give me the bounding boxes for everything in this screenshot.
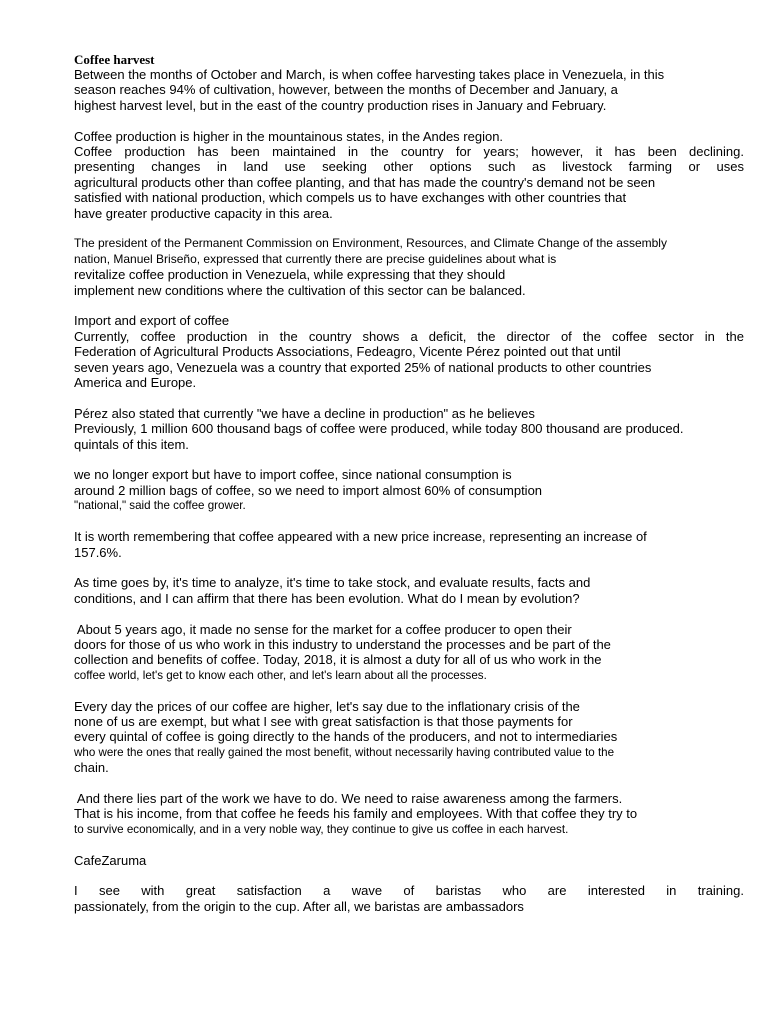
text-line: around 2 million bags of coffee, so we need to import almost 60% of consumption <box>74 482 543 498</box>
text-line: satisfied with national production, which compels us to have exchanges with other countries that <box>74 190 627 206</box>
text-line: America and Europe. <box>74 375 197 391</box>
text-line: That is his income, from that coffee he feeds his family and employees. With that coffee they try to <box>74 806 638 822</box>
text-line: It is worth remembering that coffee appeared with a new price increase, representing an increase of <box>74 529 647 545</box>
text-line: Currently, coffee production in the country shows a deficit, the director of the coffee sector in the <box>74 328 744 344</box>
text-line: highest harvest level, but in the east of the country production rises in January and February. <box>74 97 607 113</box>
text-line: to survive economically, and in a very noble way, they continue to give us coffee in each harvest. <box>74 822 569 836</box>
paragraph-signature <box>74 853 744 868</box>
document-title: Coffee harvest <box>74 52 155 67</box>
paragraph-perez-decline <box>74 406 744 452</box>
paragraph-commission-president <box>74 236 744 298</box>
text-line: As time goes by, it's time to analyze, it's time to take stock, and evaluate results, facts and <box>74 575 591 591</box>
paragraph-import-export <box>74 313 744 390</box>
author-name: CafeZaruma <box>74 852 147 868</box>
text-line: Every day the prices of our coffee are higher, let's say due to the inflationary crisis of the <box>74 698 580 714</box>
text-line: I see with great satisfaction a wave of baristas who are interested in training. <box>74 883 744 899</box>
text-line: nation, Manuel Briseño, expressed that currently there are precise guidelines about what is <box>74 251 557 266</box>
text-line: "national," said the coffee grower. <box>74 499 246 513</box>
paragraph-baristas <box>74 883 744 914</box>
document-body <box>74 52 744 914</box>
text-line: presenting changes in land use seeking other options such as livestock farming or uses <box>74 159 744 175</box>
text-line: seven years ago, Venezuela was a country that exported 25% of national products to other countries <box>74 359 652 375</box>
text-line: conditions, and I can affirm that there has been evolution. What do I mean by evolution? <box>74 590 580 606</box>
text-line: collection and benefits of coffee. Today, 2018, it is almost a duty for all of us who work in the <box>74 652 602 668</box>
text-line: quintals of this item. <box>74 436 189 452</box>
paragraph-harvest-season <box>74 67 744 113</box>
text-line: implement new conditions where the cultivation of this sector can be balanced. <box>74 282 526 298</box>
paragraph-five-years-ago <box>74 622 744 684</box>
text-line: Coffee production has been maintained in the country for years; however, it has been declining. <box>74 144 744 160</box>
text-line: The president of the Permanent Commission on Environment, Resources, and Climate Change of the assembly <box>74 236 667 251</box>
text-line: About 5 years ago, it made no sense for the market for a coffee producer to open their <box>74 621 572 637</box>
paragraph-price-increase <box>74 529 744 560</box>
text-line: every quintal of coffee is going directly to the hands of the producers, and not to intermediaries <box>74 729 618 745</box>
text-line: season reaches 94% of cultivation, however, between the months of December and January, a <box>74 82 618 98</box>
text-line: Federation of Agricultural Products Associations, Fedeagro, Vicente Pérez pointed out that until <box>74 344 621 360</box>
paragraph-mountain-production <box>74 129 744 221</box>
text-line: Previously, 1 million 600 thousand bags of coffee were produced, while today 800 thousand are produced. <box>74 421 684 437</box>
text-line: Coffee production is higher in the mountainous states, in the Andes region. <box>74 128 504 144</box>
text-line: revitalize coffee production in Venezuela, while expressing that they should <box>74 267 506 283</box>
text-line: chain. <box>74 760 109 776</box>
text-line: who were the ones that really gained the most benefit, without necessarily having contributed value to the <box>74 745 615 759</box>
paragraph-import-coffee <box>74 467 744 513</box>
text-line: Pérez also stated that currently "we have a decline in production" as he believes <box>74 405 535 421</box>
paragraph-evolution <box>74 575 744 606</box>
section-heading: Import and export of coffee <box>74 313 230 329</box>
text-line: have greater productive capacity in this area. <box>74 205 333 221</box>
text-line: agricultural products other than coffee planting, and that has made the country's demand not be seen <box>74 174 656 190</box>
text-line: passionately, from the origin to the cup. After all, we baristas are ambassadors <box>74 898 524 914</box>
text-line: coffee world, let's get to know each other, and let's learn about all the processes. <box>74 668 487 682</box>
paragraph-awareness <box>74 791 744 837</box>
text-line: we no longer export but have to import coffee, since national consumption is <box>74 467 512 483</box>
text-line: And there lies part of the work we have to do. We need to raise awareness among the farmers. <box>74 790 623 806</box>
text-line: doors for those of us who work in this industry to understand the processes and be part of the <box>74 636 611 652</box>
text-line: Between the months of October and March, is when coffee harvesting takes place in Venezuela, in this <box>74 67 665 82</box>
text-line: 157.6%. <box>74 544 122 560</box>
text-line: none of us are exempt, but what I see with great satisfaction is that those payments for <box>74 713 573 729</box>
paragraph-prices-higher <box>74 699 744 776</box>
